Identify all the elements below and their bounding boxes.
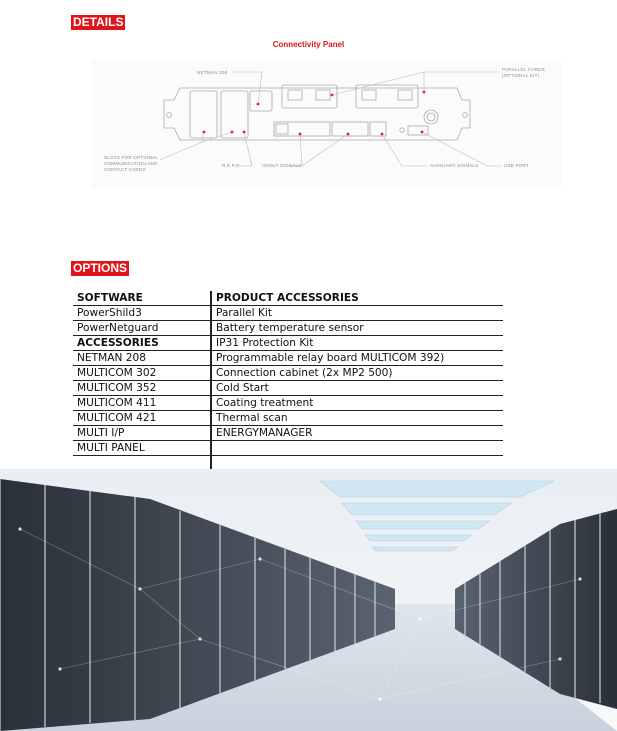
- table-row: [73, 336, 503, 351]
- table-row: [73, 321, 503, 336]
- table-row: [73, 426, 503, 441]
- software-cell: MULTICOM 411: [73, 396, 211, 411]
- label-inout-signals: IN/OUT SIGNALS: [262, 163, 302, 168]
- header-product-accessories: PRODUCT ACCESSORIES: [211, 291, 503, 306]
- details-heading: DETAILS: [73, 15, 124, 29]
- connectivity-panel-diagram: [92, 60, 562, 188]
- accessory-cell: Cold Start: [211, 381, 503, 396]
- table-row: [73, 366, 503, 381]
- accessory-cell: Connection cabinet (2x MP2 500): [211, 366, 503, 381]
- software-cell: ACCESSORIES: [73, 336, 211, 351]
- accessory-cell: Thermal scan: [211, 411, 503, 426]
- data-center-image: [0, 469, 617, 731]
- options-heading: OPTIONS: [73, 261, 128, 275]
- software-cell: PowerNetguard: [73, 321, 211, 336]
- label-auxiliary-signals: AUXILIARY SIGNALS: [430, 163, 479, 168]
- software-cell: MULTICOM 352: [73, 381, 211, 396]
- label-slots-1: SLOTS FOR OPTIONAL: [104, 155, 159, 160]
- label-usb-port: USB PORT: [504, 163, 529, 168]
- accessory-cell: [211, 441, 503, 456]
- accessory-cell: Coating treatment: [211, 396, 503, 411]
- table-row: [73, 351, 503, 366]
- label-netman: NETMAN 208: [197, 70, 228, 75]
- table-row: [73, 441, 503, 456]
- table-row: [73, 306, 503, 321]
- accessory-cell: Programmable relay board MULTICOM 392): [211, 351, 503, 366]
- accessory-cell: Parallel Kit: [211, 306, 503, 321]
- label-parallel-cards: PARALLEL CARDS: [502, 67, 545, 72]
- accessory-cell: Battery temperature sensor: [211, 321, 503, 336]
- label-slots-2: COMMUNICATION AND: [104, 161, 158, 166]
- software-cell: MULTI I/P: [73, 426, 211, 441]
- accessory-cell: ENERGYMANAGER: [211, 426, 503, 441]
- table-row: [73, 411, 503, 426]
- software-cell: PowerShild3: [73, 306, 211, 321]
- label-parallel-optional: (OPTIONAL KIT): [502, 73, 540, 78]
- options-header-row: [73, 291, 503, 306]
- accessory-cell: [211, 456, 503, 471]
- table-row: [73, 396, 503, 411]
- software-cell: MULTICOM 421: [73, 411, 211, 426]
- accessory-cell: IP31 Protection Kit: [211, 336, 503, 351]
- table-row: [73, 456, 503, 471]
- table-row: [73, 381, 503, 396]
- options-table: [73, 291, 503, 470]
- panel-title: Connectivity Panel: [272, 40, 345, 49]
- software-cell: [73, 456, 211, 471]
- header-software: SOFTWARE: [73, 291, 211, 306]
- software-cell: MULTI PANEL: [73, 441, 211, 456]
- label-slots-3: CONTACT CARDS: [104, 167, 146, 172]
- label-repo: R.E.P.O: [222, 163, 240, 168]
- software-cell: MULTICOM 302: [73, 366, 211, 381]
- software-cell: NETMAN 208: [73, 351, 211, 366]
